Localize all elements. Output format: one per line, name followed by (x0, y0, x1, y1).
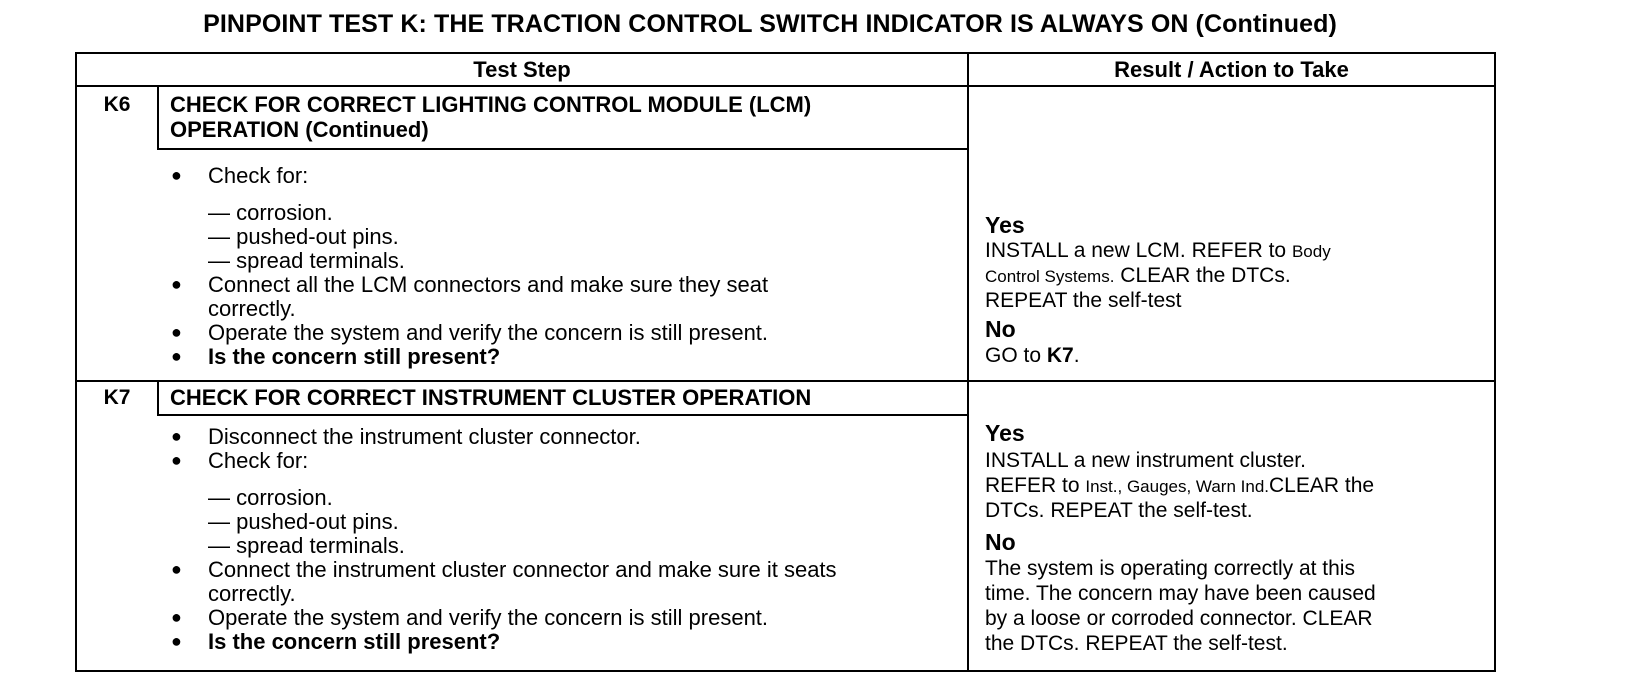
bullet-dot: ● (171, 322, 182, 342)
k6-title-rule (157, 148, 969, 150)
k6-connect-line2: correctly. (208, 296, 296, 321)
k6-yes-line2: Control Systems. CLEAR the DTCs. (985, 264, 1291, 287)
bullet-dot: ● (171, 274, 182, 294)
k7-operate: Operate the system and verify the concern is still present. (208, 605, 769, 630)
k6-yes-line1: INSTALL a new LCM. REFER to Body (985, 239, 1331, 262)
bullet-dot: ● (171, 426, 182, 446)
bullet-dot: ● (171, 165, 182, 185)
k6-detail-terminals: — spread terminals. (208, 248, 405, 273)
k7-disconnect: Disconnect the instrument cluster connector. (208, 424, 641, 449)
k6-end-rule (75, 380, 1496, 382)
bullet-dot: ● (171, 346, 182, 366)
id-divider-k7 (157, 382, 159, 416)
k7-title-rule (157, 414, 969, 416)
k6-yes-label: Yes (985, 212, 1025, 238)
bullet-dot: ● (171, 607, 182, 627)
k7-no-line3: by a loose or corroded connector. CLEAR (985, 607, 1373, 630)
k6-connect-line1: Connect all the LCM connectors and make sure they seat (208, 272, 769, 297)
k6-question: Is the concern still present? (208, 344, 501, 369)
bullet-dot: ● (171, 450, 182, 470)
k7-yes-line2: REFER to Inst., Gauges, Warn Ind.CLEAR the (985, 474, 1375, 497)
step-title-k6-line1: CHECK FOR CORRECT LIGHTING CONTROL MODULE (LCM) (170, 92, 812, 117)
k6-no-line: GO to K7. (985, 344, 1080, 367)
k7-no-line2: time. The concern may have been caused (985, 582, 1376, 605)
bullet-dot: ● (171, 631, 182, 651)
k7-connect-line1: Connect the instrument cluster connector and make sure it seats (208, 557, 837, 582)
k7-yes-line3: DTCs. REPEAT the self-test. (985, 499, 1253, 522)
k7-yes-label: Yes (985, 420, 1025, 446)
k7-no-label: No (985, 529, 1016, 555)
k7-connect-line2: correctly. (208, 581, 296, 606)
k7-detail-terminals: — spread terminals. (208, 533, 405, 558)
k7-no-line4: the DTCs. REPEAT the self-test. (985, 632, 1288, 655)
k6-check-for: Check for: (208, 163, 309, 188)
bullet-dot: ● (171, 559, 182, 579)
k6-yes-line3: REPEAT the self-test (985, 289, 1182, 312)
header-rule (75, 85, 1496, 87)
k6-detail-pins: — pushed-out pins. (208, 224, 399, 249)
k7-yes-line1: INSTALL a new instrument cluster. (985, 449, 1306, 472)
k7-detail-pins: — pushed-out pins. (208, 509, 399, 534)
k7-check-for: Check for: (208, 448, 309, 473)
step-title-k6-line2: OPERATION (Continued) (170, 117, 429, 142)
page-title: PINPOINT TEST K: THE TRACTION CONTROL SWITCH INDICATOR IS ALWAYS ON (Continued) (203, 10, 1337, 38)
header-result: Result / Action to Take (1114, 57, 1349, 82)
step-id-k6: K6 (103, 93, 131, 116)
id-divider-k6 (157, 85, 159, 150)
k7-detail-corrosion: — corrosion. (208, 485, 333, 510)
k6-no-label: No (985, 316, 1016, 342)
k7-question: Is the concern still present? (208, 629, 501, 654)
step-title-k7: CHECK FOR CORRECT INSTRUMENT CLUSTER OPERATION (170, 385, 812, 410)
step-id-k7: K7 (103, 386, 131, 409)
column-divider (967, 52, 969, 672)
k6-operate: Operate the system and verify the concern is still present. (208, 320, 769, 345)
k7-no-line1: The system is operating correctly at this (985, 557, 1355, 580)
k6-detail-corrosion: — corrosion. (208, 200, 333, 225)
header-test-step: Test Step (473, 57, 571, 82)
